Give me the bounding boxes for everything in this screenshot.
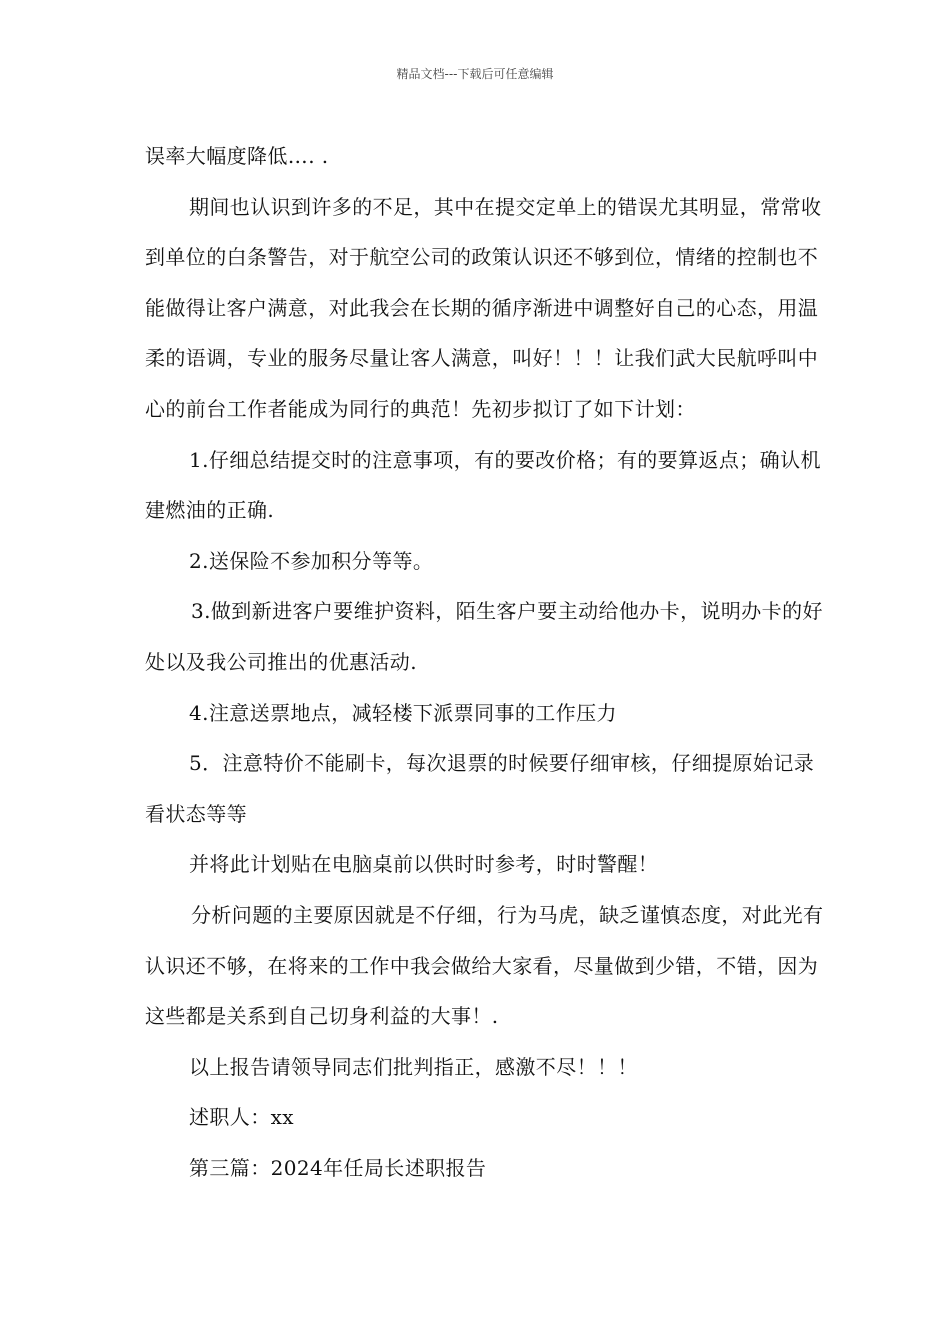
section-heading: 第三篇：2024年任局长述职报告 <box>189 1155 487 1180</box>
paragraph-closing: 以上报告请领导同志们批判指正，感激不尽！！！ <box>189 1054 638 1079</box>
paragraph-continuation: 误率大幅度降低…. . <box>145 144 329 168</box>
plan-item-3: 3.做到新进客户要维护资料，陌生客户要主动给他办卡，说明办卡的好处以及我公司推出的优惠活动. <box>145 599 823 674</box>
paragraph-shortcomings: 期间也认识到许多的不足，其中在提交定单上的错误尤其明显，常常收到单位的白条警告，对于航空公司的政策认识还不够到位，情绪的控制也不能做得让客户满意，对此我会在长期的循序渐进中调整好自己的心态，用温柔的语调，专业的服务尽量让客人满意，叫好！！！让我们武大民航呼叫中心的前台工作者能成为同行的典范！先初步拟订了如下计划： <box>145 194 822 421</box>
plan-item-2: 2.送保险不参加积分等等。 <box>189 548 434 573</box>
paragraph-reminder: 并将此计划贴在电脑桌前以供时时参考，时时警醒！ <box>189 852 659 877</box>
paragraph-analysis: 分析问题的主要原因就是不仔细，行为马虎，缺乏谨慎态度，对此光有认识还不够，在将来的工作中我会做给大家看，尽量做到少错，不错，因为这些都是关系到自己切身利益的大事！. <box>145 902 824 1029</box>
document-body <box>145 131 825 1193</box>
plan-item-1: 1.仔细总结提交时的注意事项，有的要改价格；有的要算返点；确认机建燃油的正确. <box>145 447 821 523</box>
page-header: 精品文档---下载后可任意编辑 <box>396 67 554 81</box>
plan-item-5: 5．注意特价不能刷卡，每次退票的时候要仔细审核，仔细提原始记录看状态等等 <box>145 751 815 826</box>
plan-item-4: 4.注意送票地点，减轻楼下派票同事的工作压力 <box>189 700 617 725</box>
reporter-signature: 述职人：xx <box>189 1105 294 1130</box>
